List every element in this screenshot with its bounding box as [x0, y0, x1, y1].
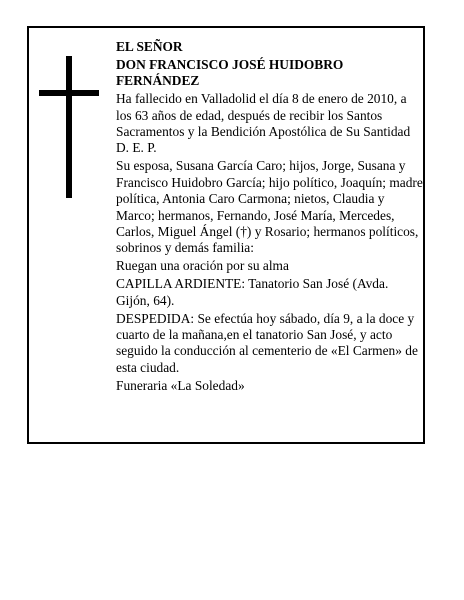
death-announcement: Ha fallecido en Valladolid el día 8 de enero de 2010, a los 63 años de edad, después de recibir los Santos Sacramentos y la Bendición Apostólica de Su Santidad D. E. P. [116, 91, 411, 156]
cross-horizontal-bar [39, 90, 99, 96]
notice-title: EL SEÑOR [116, 39, 183, 54]
latin-cross-icon [39, 56, 99, 198]
family-list: Su esposa, Susana García Caro; hijos, Jorge, Susana y Francisco Huidobro García; hijo político, Joaquín; madre política, Antonia Caro Carmona; nietos, Claudia y Marco; hermanos, Fernando, José María, Mercedes, Carlos, Miguel Ángel (†) y Rosario; hermanos políticos, sobrinos y demás familia: [116, 158, 423, 256]
deceased-name: DON FRANCISCO JOSÉ HUIDOBRO FERNÁNDEZ [116, 56, 344, 89]
prayer-request: Ruegan una oración por su alma [116, 258, 289, 274]
cross-vertical-bar [66, 56, 72, 198]
farewell-info: DESPEDIDA: Se efectúa hoy sábado, día 9, a la doce y cuarto de la mañana,en el tanatorio San José, y acto seguido la conducción al cementerio de «El Carmen» de esta ciudad. [116, 310, 418, 375]
chapel-info: CAPILLA ARDIENTE: Tanatorio San José (Avda. Gijón, 64). [116, 276, 389, 308]
obituary-notice [27, 26, 425, 444]
funeral-home: Funeraria «La Soledad» [116, 377, 245, 393]
notice-text [116, 39, 423, 396]
